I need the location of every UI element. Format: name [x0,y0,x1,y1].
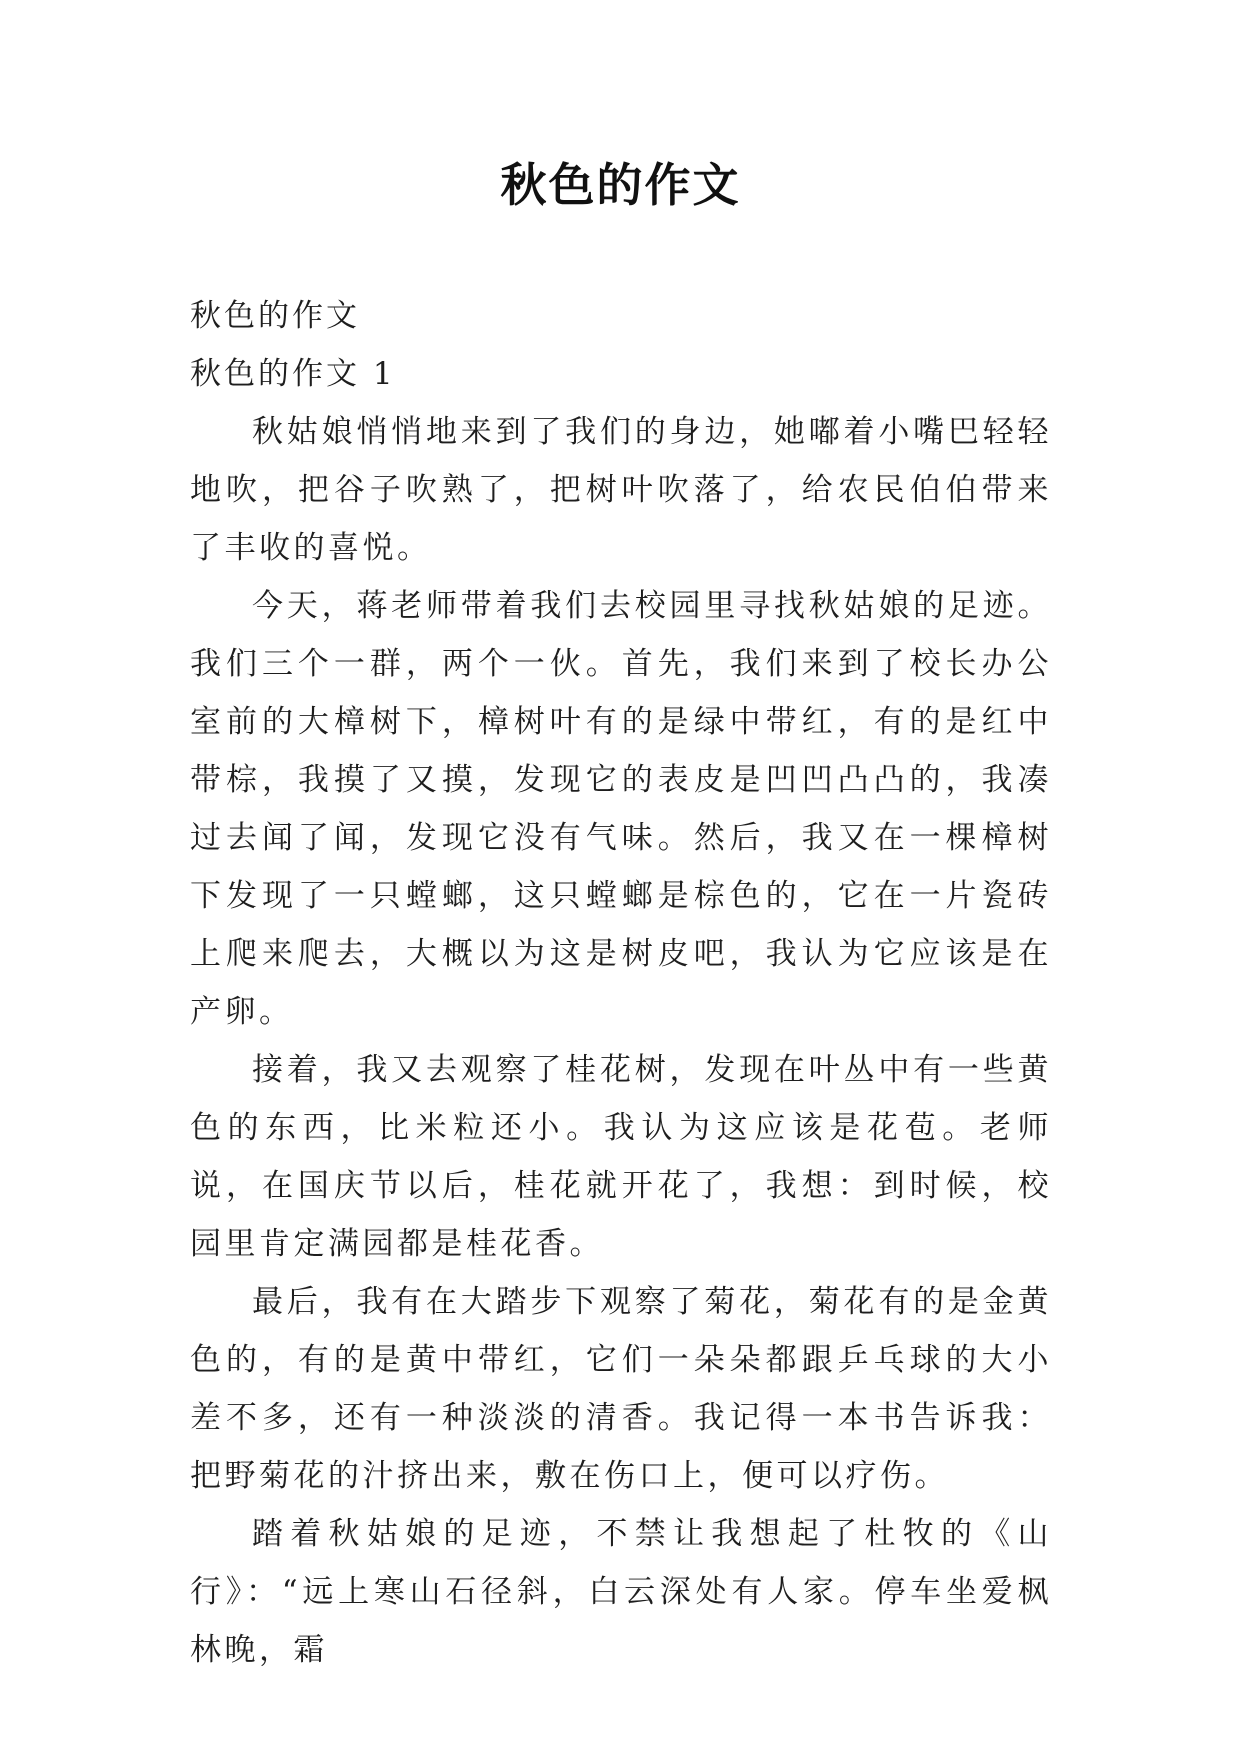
paragraph: 踏着秋姑娘的足迹，不禁让我想起了杜牧的《山行》：“远上寒山石径斜，白云深处有人家。停车坐爱枫林晚，霜 [190,1516,1052,1668]
section-title: 秋色的作文 1 [190,356,396,392]
document-title: 秋色的作文 [500,158,741,212]
paragraph: 秋姑娘悄悄地来到了我们的身边，她嘟着小嘴巴轻轻地吹，把谷子吹熟了，把树叶吹落了，给农民伯伯带来了丰收的喜悦。 [190,414,1052,566]
paragraph: 最后，我有在大踏步下观察了菊花，菊花有的是金黄色的，有的是黄中带红，它们一朵朵都跟乒乓球的大小差不多，还有一种淡淡的清香。我记得一本书告诉我：把野菊花的汁挤出来，敷在伤口上，便可以疗伤。 [190,1284,1052,1494]
paragraph: 今天，蒋老师带着我们去校园里寻找秋姑娘的足迹。我们三个一群，两个一伙。首先，我们来到了校长办公室前的大樟树下，樟树叶有的是绿中带红，有的是红中带棕，我摸了又摸，发现它的表皮是凹凹凸凸的，我凑过去闻了闻，发现它没有气味。然后，我又在一棵樟树下发现了一只螳螂，这只螳螂是棕色的，它在一片瓷砖上爬来爬去，大概以为这是树皮吧，我认为它应该是在产卵。 [190,588,1052,1030]
document-body [190,287,1052,1679]
paragraph: 接着，我又去观察了桂花树，发现在叶丛中有一些黄色的东西，比米粒还小。我认为这应该是花苞。老师说，在国庆节以后，桂花就开花了，我想：到时候，校园里肯定满园都是桂花香。 [190,1052,1052,1262]
document-subtitle: 秋色的作文 [190,298,360,334]
